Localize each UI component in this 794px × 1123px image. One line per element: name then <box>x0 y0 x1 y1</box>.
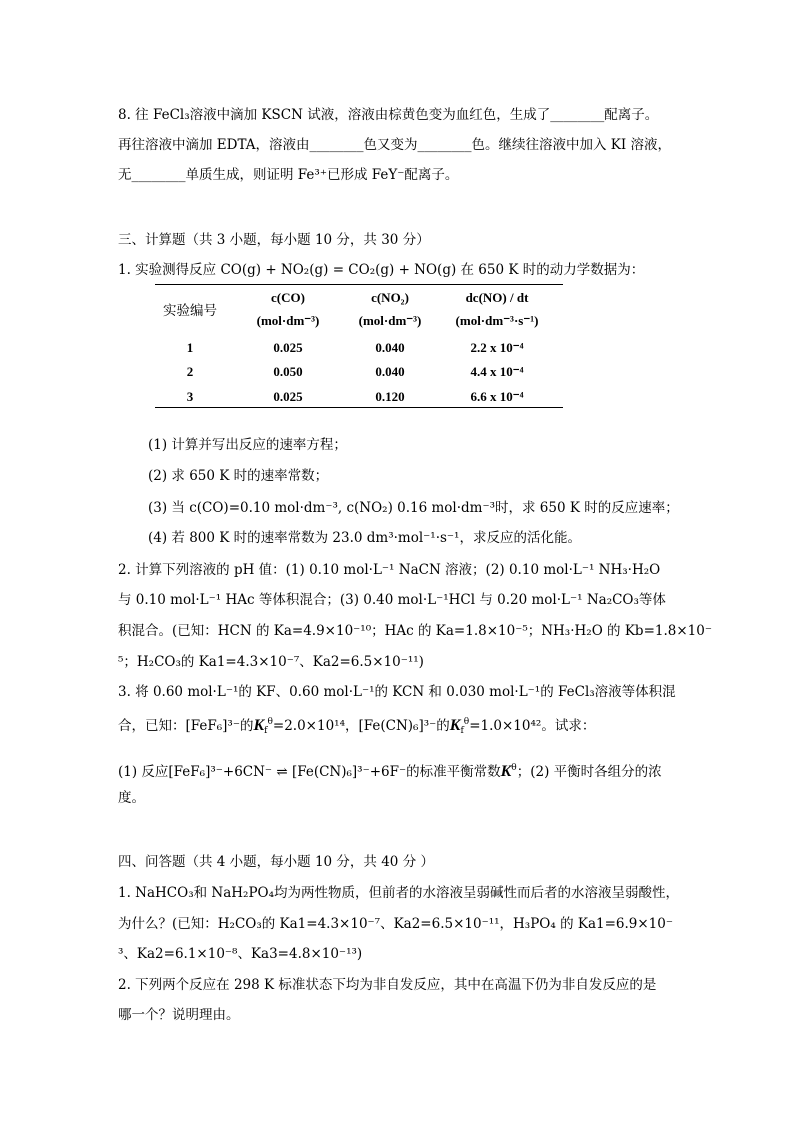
header-rate: dc(NO) / dt <box>465 290 529 305</box>
text: =1.0×10⁴²。试求： <box>469 718 596 734</box>
qa-q1-line-1: 1. NaHCO₃和 NaH₂PO₄均为两性物质，但前者的水溶液呈弱碱性而后者的水溶液呈弱酸性， <box>118 885 680 901</box>
qa-q2-line-2: 哪一个？说明理由。 <box>118 1007 240 1023</box>
cell-rate: 4.4 x 10⁻⁴ <box>470 364 524 379</box>
cell-c-no2: 0.040 <box>375 364 405 379</box>
cell-c-co: 0.050 <box>273 364 303 379</box>
cell-exp: 2 <box>186 364 194 379</box>
cell-c-co: 0.025 <box>273 389 303 404</box>
calc-q2-line-4: ⁵；H₂CO₃的 Ka1=4.3×10⁻⁷、Ka2=6.5×10⁻¹¹) <box>118 654 424 670</box>
calc-q1-part-4: (4) 若 800 K 时的速率常数为 23.0 dm³·mol⁻¹·s⁻¹，求反应的活化能。 <box>148 530 581 546</box>
cell-c-no2: 0.040 <box>375 340 405 355</box>
header-c-no2: c(NO₂) <box>371 290 409 305</box>
cell-rate: 2.2 x 10⁻⁴ <box>470 340 524 355</box>
calc-q1-part-2: (2) 求 650 K 时的速率常数； <box>148 468 329 484</box>
cell-exp: 1 <box>186 340 194 355</box>
cell-c-no2: 0.120 <box>375 389 405 404</box>
k-superscript: θ <box>511 763 517 773</box>
k-symbol: K <box>500 763 512 780</box>
text: (1) 反应[FeF₆]³⁻+6CN⁻ ⇌ [Fe(CN)₆]³⁻+6F⁻的标准平衡常数 <box>118 764 501 780</box>
header-c-co: c(CO) <box>271 290 305 305</box>
cell-rate: 6.6 x 10⁻⁴ <box>470 389 524 404</box>
qa-q2-line-1: 2. 下列两个反应在 298 K 标准状态下均为非自发反应，其中在高温下仍为非自发反应的是 <box>118 977 657 993</box>
calc-q2-line-3: 积混合。(已知：HCN 的 Ka=4.9×10⁻¹⁰；HAc 的 Ka=1.8×10⁻⁵；NH₃·H₂O 的 Kb=1.8×10⁻ <box>118 623 712 639</box>
calc-q3-line-2 <box>118 713 595 740</box>
calc-q2-line-1: 2. 计算下列溶液的 pH 值：(1) 0.10 mol·L⁻¹ NaCN 溶液；(2) 0.10 mol·L⁻¹ NH₃·H₂O <box>118 562 661 578</box>
header-c-co-unit: (mol·dm⁻³) <box>256 313 320 328</box>
table-bottom-rule <box>155 407 563 408</box>
calc-q2-line-2: 与 0.10 mol·L⁻¹ HAc 等体积混合；(3) 0.40 mol·L⁻¹HCl 与 0.20 mol·L⁻¹ Na₂CO₃等体 <box>118 592 666 608</box>
text: ；(2) 平衡时各组分的浓 <box>516 764 662 780</box>
calc-q3-line-3 <box>118 759 662 781</box>
kf-superscript: θ <box>267 717 273 727</box>
kf-symbol: K <box>253 717 265 734</box>
kf-superscript: θ <box>463 717 470 727</box>
q8-line-2: 再往溶液中滴加 EDTA，溶液由________色又变为________色。继续往溶液中加入 KI 溶液， <box>118 137 671 153</box>
header-c-no2-unit: (mol·dm⁻³) <box>358 313 422 328</box>
qa-q1-line-2: 为什么？(已知：H₂CO₃的 Ka1=4.3×10⁻⁷、Ka2=6.5×10⁻¹¹，H₃PO₄ 的 Ka1=6.9×10⁻ <box>118 916 673 932</box>
section4-heading: 四、问答题（共 4 小题，每小题 10 分，共 40 分 ） <box>118 854 434 870</box>
qa-q1-line-3: ³、Ka2=6.1×10⁻⁸、Ka3=4.8×10⁻¹³) <box>118 946 363 962</box>
calc-q3-line-1: 3. 将 0.60 mol·L⁻¹的 KF、0.60 mol·L⁻¹的 KCN 和 0.030 mol·L⁻¹的 FeCl₃溶液等体积混 <box>118 684 676 700</box>
cell-exp: 3 <box>186 389 194 404</box>
q8-line-1: 8. 往 FeCl₃溶液中滴加 KSCN 试液，溶液由棕黄色变为血红色，生成了________配离子。 <box>118 107 659 123</box>
calc-q1-part-3: (3) 当 c(CO)=0.10 mol·dm⁻³, c(NO₂) 0.16 mol·dm⁻³时，求 650 K 时的反应速率； <box>148 500 679 516</box>
calc-q1-part-1: (1) 计算并写出反应的速率方程； <box>148 437 347 453</box>
calc-q1-intro: 1. 实验测得反应 CO(g) + NO₂(g) = CO₂(g) + NO(g) 在 650 K 时的动力学数据为： <box>118 262 645 278</box>
table-top-rule <box>155 284 563 285</box>
calc-q3-line-4: 度。 <box>118 790 145 806</box>
kf-subscript: f <box>264 726 268 736</box>
cell-c-co: 0.025 <box>273 340 303 355</box>
section3-heading: 三、计算题（共 3 小题，每小题 10 分，共 30 分） <box>118 232 430 248</box>
q8-line-3: 无________单质生成，则证明 Fe³⁺已形成 FeY⁻配离子。 <box>118 167 459 183</box>
text: =2.0×10¹⁴，[Fe(CN)₆]³⁻的 <box>272 718 450 734</box>
header-rate-unit: (mol·dm⁻³·s⁻¹) <box>455 313 539 328</box>
kf-symbol: K <box>449 717 461 734</box>
header-experiment-no: 实验编号 <box>163 303 217 319</box>
kf-subscript: f <box>460 726 464 736</box>
text: 合，已知：[FeF₆]³⁻的 <box>118 718 254 734</box>
